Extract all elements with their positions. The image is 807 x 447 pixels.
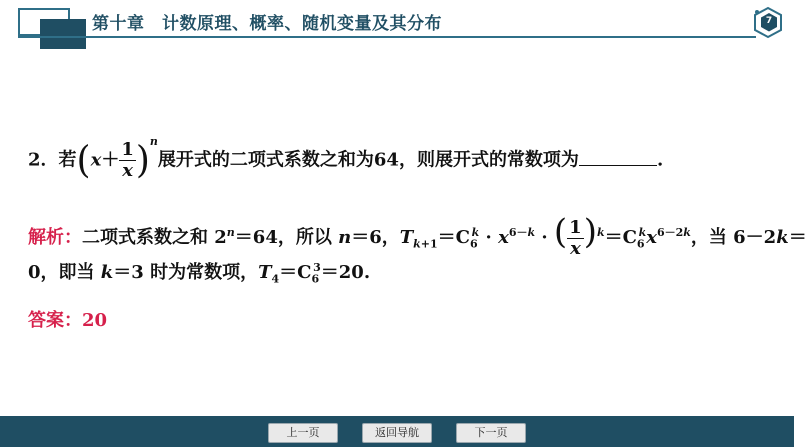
page-number: 7: [765, 16, 773, 26]
solution-line-1: 解析：二项式系数之和 $2^n=64$，所以 n＝6，$T_{k+1}=C_6^k \cdot x^{6-k}$ · ( $\frac{1}{x}$ )$^k=C_6^kx^{6-2k}$，当 6－2k＝: [28, 212, 807, 259]
slide-header: [0, 0, 794, 48]
prev-page-button[interactable]: 上一页: [268, 423, 338, 443]
question-text: 2．若(x＋ $\frac{1}{x}$ )$^n$展开式的二项式系数之和为64，则展开式的常数项为 .: [28, 134, 664, 183]
header-filled-square: [40, 19, 86, 49]
header-rule: [18, 36, 756, 38]
back-to-nav-button[interactable]: 返回导航: [362, 423, 432, 443]
solution-line-2: 0，即当 k＝3 时为常数项，$T_4=C_6^3=20$.: [28, 261, 371, 286]
chapter-title: 第十章 计数原理、概率、随机变量及其分布: [92, 14, 442, 34]
answer-label: 答案：: [28, 310, 82, 331]
fraction-one-over-x: $\frac{1}{x}$: [121, 139, 134, 181]
next-page-button[interactable]: 下一页: [456, 423, 526, 443]
answer-blank: [579, 149, 657, 166]
question-prefix: 2．若: [28, 149, 77, 171]
answer-line: [28, 306, 107, 332]
answer-value: 20: [82, 310, 108, 331]
solution-label: 解析：: [28, 227, 82, 248]
question-suffix: 展开式的二项式系数之和为64，则展开式的常数项为: [157, 149, 579, 171]
